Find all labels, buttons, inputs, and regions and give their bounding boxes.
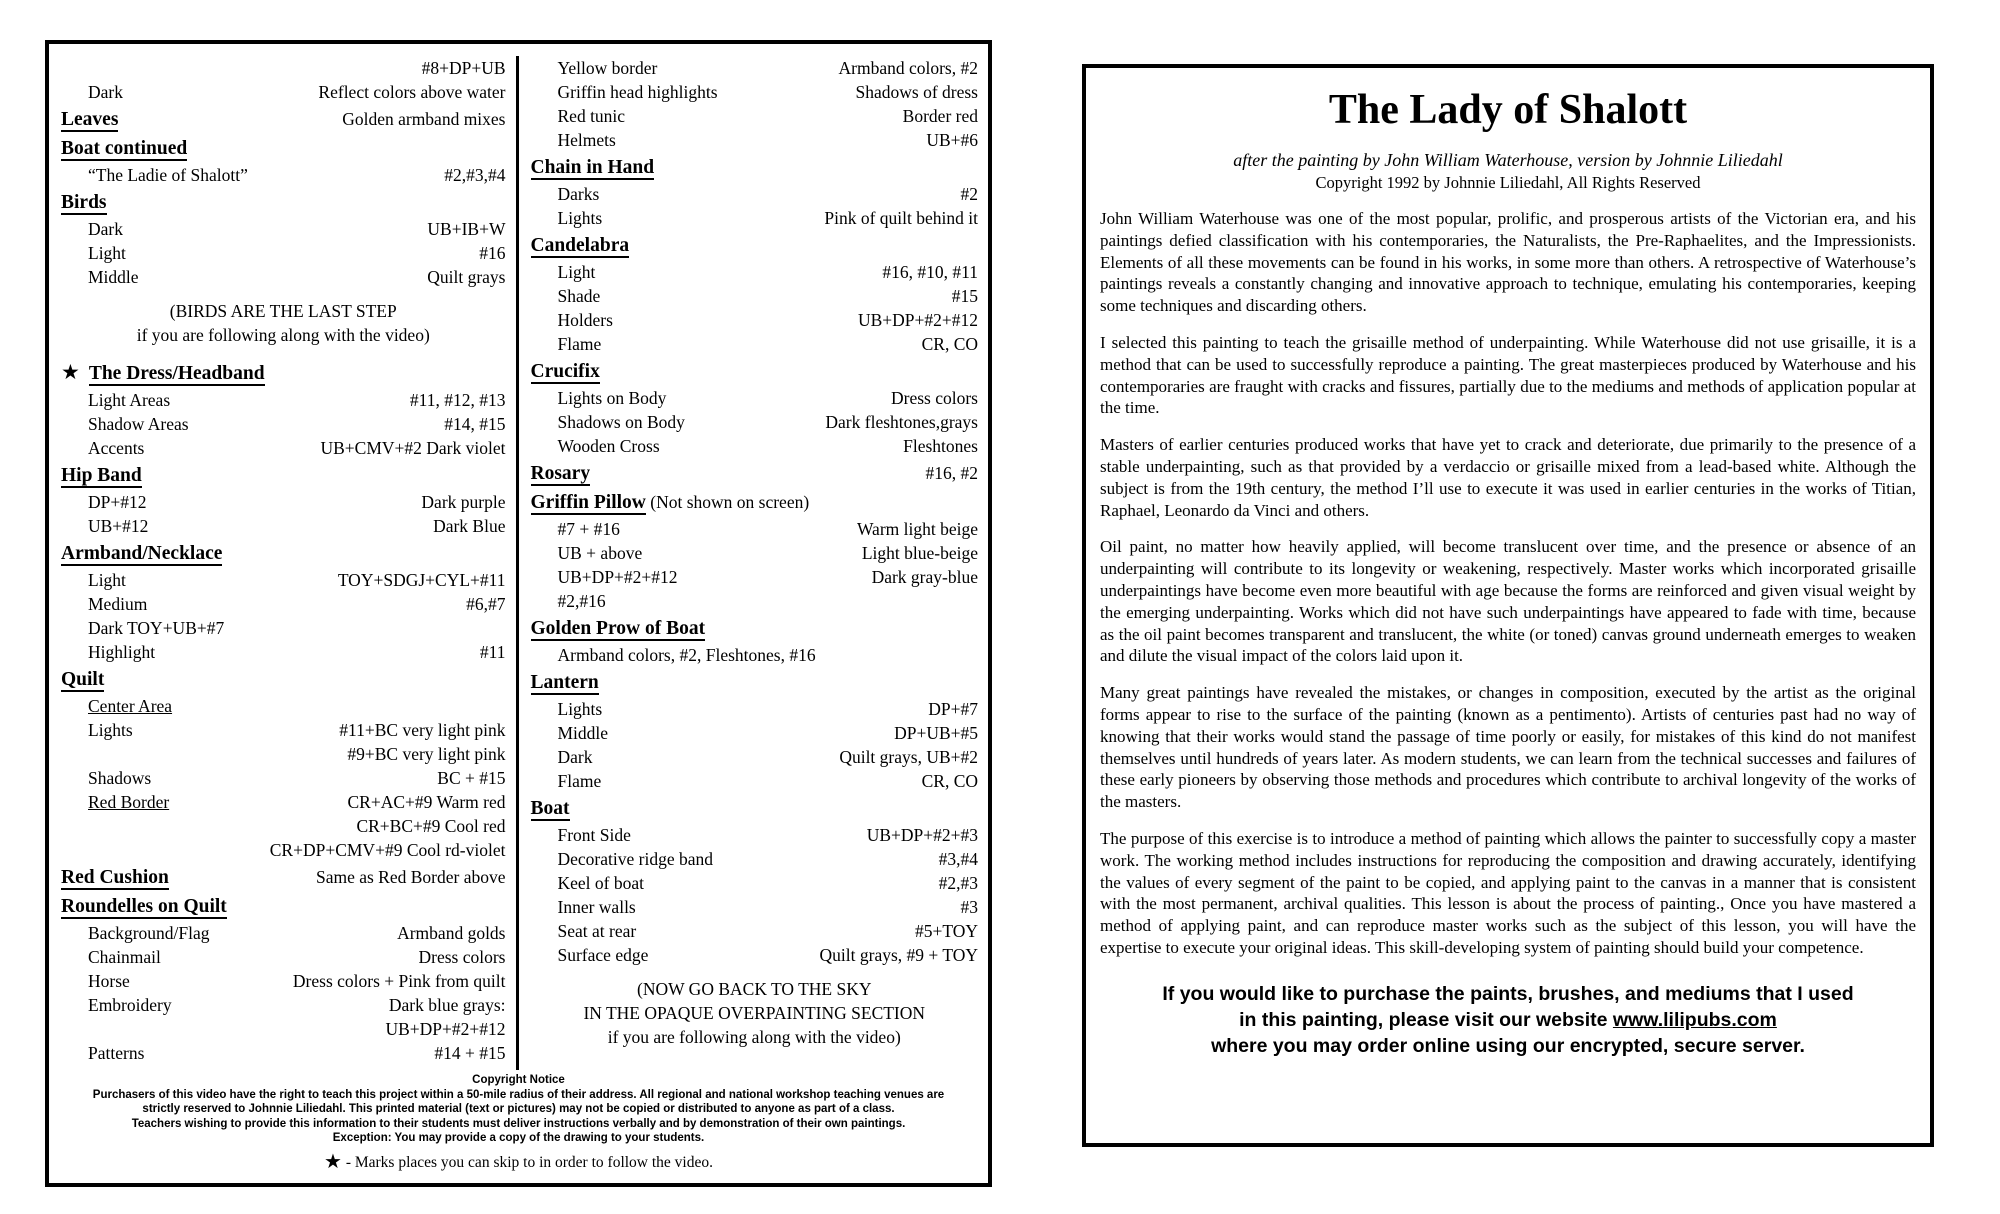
- item-value: UB+DP+#2+#3: [866, 825, 978, 845]
- list-row: [531, 697, 979, 721]
- item-value: Dark blue grays:: [388, 995, 506, 1015]
- section-header-text: Chain in Hand: [530, 157, 655, 178]
- item-value: Shadows of dress: [855, 82, 978, 102]
- purchase-note-line1: If you would like to purchase the paints, brushes, and mediums that I used: [1162, 982, 1854, 1005]
- section-header-text: Boat continued: [61, 138, 188, 159]
- list-row: [61, 1041, 506, 1065]
- item-value: TOY+SDGJ+CYL+#11: [337, 570, 506, 590]
- item-label: Dark TOY+UB+#7: [88, 618, 225, 638]
- list-row: [61, 616, 506, 640]
- section-header-text: Crucifix: [530, 361, 600, 382]
- section-header-text: Roundelles on Quilt: [61, 896, 227, 917]
- item-value: CR+AC+#9 Warm red: [347, 792, 506, 812]
- item-label: Light: [88, 570, 126, 590]
- item-value: #14 + #15: [434, 1043, 506, 1063]
- item-label: DP+#12: [88, 492, 147, 512]
- item-label: Red tunic: [557, 106, 626, 126]
- item-value: #2,#3,#4: [444, 165, 506, 185]
- section-header-row: [61, 893, 506, 920]
- item-label: Red Border: [88, 792, 170, 812]
- list-row: [61, 814, 506, 838]
- item-value: Dark purple: [421, 492, 506, 512]
- essay-paragraph: Many great paintings have revealed the mistakes, or changes in composition, executed by the artist as the original forms appear to rise to the surface of the painting (known as a pentimento). Artists of centuries past had no way of knowing that their works would stand the passage of time poorly or easily, for mistakes of this kind do not manifest themselves until hundreds of years later. As modern students, we can learn from the technical successes and failures of these early pioneers by observing those methods and procedures which contribute to archival longevity of the works of the masters.: [1100, 683, 1916, 812]
- list-row: [531, 386, 979, 410]
- item-value: BC + #15: [437, 768, 506, 788]
- list-row: [61, 838, 506, 862]
- item-label: Dark: [557, 747, 593, 767]
- list-row: [531, 410, 979, 434]
- item-value: #11: [479, 642, 506, 662]
- item-value: CR+BC+#9 Cool red: [356, 816, 506, 836]
- paint-mix-columns: [49, 44, 988, 1070]
- list-row: [61, 80, 506, 104]
- list-row: [531, 721, 979, 745]
- item-value: CR+DP+CMV+#9 Cool rd-violet: [269, 840, 506, 860]
- section-header: [531, 358, 600, 385]
- copyright-notice-title: Copyright Notice: [472, 1074, 565, 1086]
- column-right: [519, 56, 989, 1070]
- item-value: Dress colors: [418, 947, 506, 967]
- section-header-value: Golden armband mixes: [342, 109, 506, 129]
- item-label: Wooden Cross: [557, 436, 660, 456]
- section-header-text: Griffin Pillow: [530, 492, 646, 513]
- item-value: Armband colors, #2: [838, 58, 978, 78]
- list-row: [531, 589, 979, 613]
- item-value: #11+BC very light pink: [339, 720, 506, 740]
- list-row: [61, 568, 506, 592]
- essay-page: [1082, 64, 1934, 1147]
- purchase-note-line2-text: in this painting, please visit our website: [1239, 1008, 1613, 1031]
- section-header: [531, 489, 810, 516]
- item-value: Quilt grays, UB+#2: [839, 747, 978, 767]
- section-header-text: The Dress/Headband: [88, 363, 265, 384]
- list-row: [61, 718, 506, 742]
- list-row: [61, 766, 506, 790]
- item-label: Highlight: [88, 642, 156, 662]
- section-header-value: #16, #2: [925, 463, 978, 483]
- list-row: [61, 217, 506, 241]
- section-header: [61, 135, 187, 162]
- item-value: CR, CO: [921, 771, 978, 791]
- list-row: [61, 790, 506, 814]
- section-header: [531, 669, 599, 696]
- essay-paragraph: I selected this painting to teach the grisaille method of underpainting. While Waterhouse did not use grisaille, it is a method that can be used to successfully reproduce a painting. The great masterpieces produced by Waterhouse and his contemporaries are fraught with cracks and fissures, partially due to the mediums and methods of application popular at the time.: [1100, 332, 1916, 418]
- star-icon: ★: [61, 360, 80, 384]
- item-label: Chainmail: [88, 947, 161, 967]
- item-value: Armband golds: [397, 923, 506, 943]
- section-header: [531, 795, 570, 822]
- item-label: Darks: [557, 184, 600, 204]
- copyright-line: Teachers wishing to provide this information to their students must deliver instructions verbally and by demonstration of their own paintings.: [131, 1117, 906, 1130]
- item-label: Lights: [557, 208, 603, 228]
- list-row: [61, 993, 506, 1017]
- list-row: [61, 969, 506, 993]
- section-header: [61, 666, 104, 693]
- item-label: Shadows: [88, 768, 152, 788]
- item-label: Surface edge: [557, 945, 649, 965]
- item-value: Light blue-beige: [861, 543, 978, 563]
- item-value: Dress colors + Pink from quilt: [292, 971, 506, 991]
- section-header-row: [531, 460, 979, 487]
- item-value: #3: [960, 897, 978, 917]
- item-label: Shadows on Body: [557, 412, 685, 432]
- section-header-text: Boat: [530, 798, 570, 819]
- list-row: [531, 943, 979, 967]
- item-value: UB+CMV+#2 Dark violet: [320, 438, 506, 458]
- item-value: Quilt grays: [427, 267, 506, 287]
- item-label: Accents: [88, 438, 145, 458]
- section-header-row: [61, 666, 506, 693]
- item-value: #16, #10, #11: [882, 262, 978, 282]
- item-label: Yellow border: [557, 58, 658, 78]
- item-value: DP+#7: [928, 699, 978, 719]
- paint-instruction-page: [45, 40, 992, 1187]
- section-header: [61, 864, 169, 891]
- video-note-line: if you are following along with the video): [607, 1027, 901, 1047]
- item-label: Embroidery: [88, 995, 172, 1015]
- item-label: UB + above: [557, 543, 643, 563]
- item-label: Lights on Body: [557, 388, 667, 408]
- item-value: #5+TOY: [914, 921, 978, 941]
- section-header-text: Candelabra: [530, 235, 630, 256]
- video-note-line: (BIRDS ARE THE LAST STEP: [169, 301, 397, 321]
- section-header-text: Rosary: [530, 463, 591, 484]
- item-label: Dark: [88, 219, 123, 239]
- list-row: [531, 823, 979, 847]
- list-row: [61, 694, 506, 718]
- item-value: Dark fleshtones,grays: [825, 412, 978, 432]
- section-header-row: [531, 232, 979, 259]
- list-row: [531, 56, 979, 80]
- item-value: Warm light beige: [856, 519, 978, 539]
- item-value: Border red: [902, 106, 978, 126]
- video-note-line: if you are following along with the video): [136, 325, 430, 345]
- section-header-row: [531, 795, 979, 822]
- item-value: CR, CO: [921, 334, 978, 354]
- list-row: [531, 332, 979, 356]
- section-header-text: Lantern: [530, 672, 599, 693]
- list-row: [531, 871, 979, 895]
- section-header-text: Quilt: [61, 669, 105, 690]
- video-note-line: IN THE OPAQUE OVERPAINTING SECTION: [583, 1003, 926, 1023]
- item-value: #3,#4: [938, 849, 978, 869]
- item-value: Reflect colors above water: [318, 82, 506, 102]
- section-header-row: [531, 669, 979, 696]
- item-value: #11, #12, #13: [409, 390, 506, 410]
- page-subtitle: after the painting by John William Waterhouse, version by Johnnie Liliedahl: [1233, 150, 1783, 170]
- section-header: [61, 189, 107, 216]
- item-label: UB+#12: [88, 516, 149, 536]
- section-header: [61, 893, 227, 920]
- section-header-text: Armband/Necklace: [61, 543, 223, 564]
- list-row: [61, 640, 506, 664]
- item-value: Dress colors: [891, 388, 978, 408]
- section-header-row: [61, 462, 506, 489]
- list-row: [531, 80, 979, 104]
- item-label: Light: [88, 243, 126, 263]
- item-value: Dark gray-blue: [871, 567, 978, 587]
- list-row: [61, 56, 506, 80]
- item-label: Light Areas: [88, 390, 171, 410]
- list-row: [531, 541, 979, 565]
- list-row: [531, 769, 979, 793]
- section-header: [531, 460, 591, 487]
- item-value: #8+DP+UB: [421, 58, 506, 78]
- video-note: [61, 299, 506, 347]
- list-row: [61, 436, 506, 460]
- item-value: #15: [951, 286, 978, 306]
- list-row: [531, 434, 979, 458]
- item-label: Flame: [557, 334, 602, 354]
- item-label: Lights: [88, 720, 133, 740]
- purchase-note: [1098, 981, 1918, 1059]
- item-label: Dark: [88, 82, 123, 102]
- section-header-row: [61, 359, 506, 387]
- section-header: [531, 154, 655, 181]
- item-label: Horse: [88, 971, 130, 991]
- item-label: Holders: [557, 310, 613, 330]
- item-label: #7 + #16: [557, 519, 620, 539]
- item-label: Griffin head highlights: [557, 82, 718, 102]
- list-row: [531, 643, 979, 667]
- list-row: [61, 742, 506, 766]
- item-value: UB+DP+#2+#12: [385, 1019, 506, 1039]
- list-row: [531, 565, 979, 589]
- list-row: [61, 1017, 506, 1041]
- item-label: Decorative ridge band: [557, 849, 713, 869]
- list-row: [531, 260, 979, 284]
- list-row: [531, 104, 979, 128]
- item-label: Keel of boat: [557, 873, 644, 893]
- section-header-text: Golden Prow of Boat: [530, 618, 706, 639]
- star-icon: ★: [324, 1150, 342, 1173]
- item-label: Patterns: [88, 1043, 145, 1063]
- list-row: [531, 895, 979, 919]
- copyright-line: Copyright 1992 by Johnnie Liliedahl, All Rights Reserved: [1315, 173, 1701, 192]
- copyright-notice: [49, 1073, 988, 1173]
- section-header: [531, 615, 706, 642]
- section-header: [61, 540, 222, 567]
- section-header-text: Hip Band: [61, 465, 142, 486]
- essay-paragraph: John William Waterhouse was one of the most popular, prolific, and prosperous artists of the Victorian era, and his paintings defied classification with his contemporaries, the Naturalists, the Pre-Raphaelites, and the Impressionists. Elements of all these movements can be found in his works, in some more than others. A retrospective of Waterhouse’s paintings reveals a constantly changing and innovative approach to technique, emulating his contemporaries, keeping some techniques and discarding others.: [1100, 209, 1916, 316]
- column-left: [49, 56, 519, 1070]
- purchase-note-line2: [1098, 1007, 1918, 1033]
- list-row: [531, 284, 979, 308]
- item-value: #6,#7: [466, 594, 506, 614]
- essay-paragraph: The purpose of this exercise is to introduce a method of painting which allows the painter to successfully copy a master work. The working method includes instructions for reproducing the composition and drawing accurately, identifying the values of every segment of the paint to be copied, and applying paint to the canvas in a manner that is consistent with the most permanent, archival qualities. This lesson is about the process of painting., Once you have mastered a method of applying paint, and can reproduce master works such as the subject of this lesson, you will have the expertise to execute your original ideas. This skill-developing system of painting should build your competence.: [1100, 828, 1916, 957]
- section-header-row: [531, 489, 979, 516]
- section-header-row: [531, 154, 979, 181]
- item-value: #2,#3: [938, 873, 978, 893]
- section-header-row: [61, 864, 506, 891]
- item-label: Flame: [557, 771, 602, 791]
- list-row: [531, 517, 979, 541]
- section-header-value: Same as Red Border above: [315, 867, 506, 887]
- item-label: Medium: [88, 594, 148, 614]
- section-header: [61, 359, 265, 387]
- star-legend-text: - Marks places you can skip to in order to follow the video.: [345, 1153, 713, 1171]
- item-label: Lights: [557, 699, 603, 719]
- list-row: [531, 745, 979, 769]
- list-row: [531, 206, 979, 230]
- list-row: [61, 921, 506, 945]
- copyright-line: Purchasers of this video have the right to teach this project within a 50-mile radius of their address. All regional and national workshop teaching venues are: [92, 1088, 945, 1101]
- item-value: DP+UB+#5: [894, 723, 978, 743]
- section-header-row: [531, 615, 979, 642]
- section-header-text: Red Cushion: [61, 867, 169, 888]
- copyright-line: Exception: You may provide a copy of the drawing to your students.: [332, 1132, 705, 1144]
- list-row: [531, 182, 979, 206]
- section-header-text: Birds: [61, 192, 107, 213]
- section-header-row: [61, 106, 506, 133]
- list-row: [61, 265, 506, 289]
- essay-paragraph: Oil paint, no matter how heavily applied, will become translucent over time, and the presence or absence of an underpainting will contribute to its longevity or weakening, respectively. Master works which incorporated grisaille underpaintings have become even more beautiful with age because the forms are reinforced and given visual weight by the emerging underpainting. Works which did not have such underpaintings have appeared to fade with time, because as the oil paint becomes transparent and translucent, the white (or toned) canvas ground underneath emerges to weaken and dilute the visual impact of the colors laid upon it.: [1100, 537, 1916, 666]
- item-label: Center Area: [88, 696, 173, 716]
- item-value: #9+BC very light pink: [347, 744, 506, 764]
- list-row: [531, 847, 979, 871]
- video-note-line: (NOW GO BACK TO THE SKY: [637, 979, 872, 999]
- copyright-notice-lines: [49, 1088, 988, 1146]
- list-row: [61, 945, 506, 969]
- list-row: [61, 241, 506, 265]
- item-value: Pink of quilt behind it: [824, 208, 978, 228]
- section-header-row: [61, 540, 506, 567]
- item-value: #14, #15: [444, 414, 506, 434]
- item-label: Inner walls: [557, 897, 636, 917]
- copyright-line: strictly reserved to Johnnie Liliedahl. This printed material (text or pictures) may not be copied or distributed to anyone as part of a class.: [142, 1103, 895, 1115]
- list-row: [61, 592, 506, 616]
- item-label: Shade: [557, 286, 601, 306]
- list-row: [61, 163, 506, 187]
- section-header: [61, 106, 118, 133]
- item-label: Shadow Areas: [88, 414, 189, 434]
- list-row: [531, 128, 979, 152]
- page-title: The Lady of Shalott: [1328, 87, 1688, 133]
- essay-paragraph: Masters of earlier centuries produced works that have yet to crack and deteriorate, due primarily to the presence of a stable underpainting, such as that provided by a verdaccio or grisaille mixed from a lead-based white. Although the subject is from the 19th century, the method I’ll use to execute it was used in earlier centuries in the works of Titian, Raphael, Leonardo da Vinci and others.: [1100, 435, 1916, 520]
- section-header: [61, 462, 142, 489]
- section-header-text: Leaves: [61, 109, 119, 130]
- item-value: UB+DP+#2+#12: [857, 310, 978, 330]
- item-label: Background/Flag: [88, 923, 210, 943]
- item-label: Armband colors, #2, Fleshtones, #16: [557, 645, 816, 665]
- website-link: www.lilipubs.com: [1612, 1008, 1777, 1031]
- list-row: [531, 919, 979, 943]
- item-label: “The Ladie of Shalott”: [88, 165, 248, 185]
- item-label: Front Side: [557, 825, 631, 845]
- item-value: UB+#6: [926, 130, 978, 150]
- item-label: Light: [557, 262, 596, 282]
- section-header: [531, 232, 630, 259]
- section-header-row: [61, 189, 506, 216]
- item-value: Dark Blue: [433, 516, 506, 536]
- item-value: #2: [960, 184, 978, 204]
- item-value: #16: [479, 243, 506, 263]
- item-label: Middle: [557, 723, 609, 743]
- item-label: #2,#16: [557, 591, 606, 611]
- star-legend: [49, 1152, 988, 1173]
- item-label: UB+DP+#2+#12: [557, 567, 678, 587]
- item-value: Quilt grays, #9 + TOY: [819, 945, 978, 965]
- purchase-note-line3: where you may order online using our encrypted, secure server.: [1211, 1034, 1805, 1057]
- section-header-row: [61, 135, 506, 162]
- list-row: [61, 412, 506, 436]
- item-label: Seat at rear: [557, 921, 637, 941]
- list-row: [61, 514, 506, 538]
- item-value: UB+IB+W: [427, 219, 506, 239]
- item-value: Fleshtones: [903, 436, 978, 456]
- list-row: [61, 490, 506, 514]
- section-header-row: [531, 358, 979, 385]
- list-row: [531, 308, 979, 332]
- section-header-suffix: (Not shown on screen): [645, 492, 810, 512]
- video-note: [531, 977, 979, 1049]
- item-label: Middle: [88, 267, 139, 287]
- list-row: [61, 388, 506, 412]
- item-label: Helmets: [557, 130, 616, 150]
